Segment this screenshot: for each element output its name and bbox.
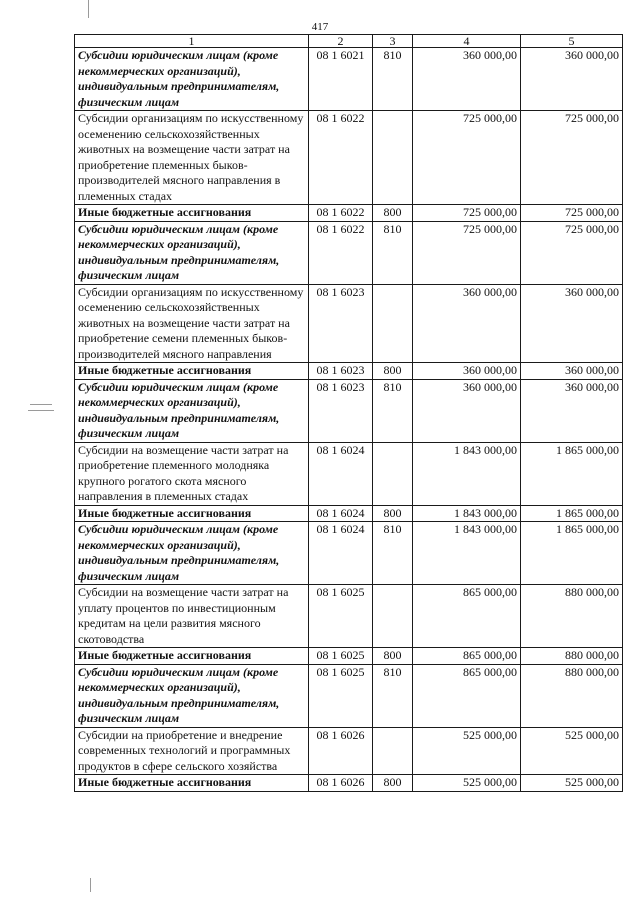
- page-number: 417: [311, 21, 329, 33]
- table-row: [75, 505, 623, 522]
- row-amount-2: 880 000,00: [521, 648, 623, 665]
- row-amount-2: 525 000,00: [521, 727, 623, 775]
- row-amount-2: 725 000,00: [521, 221, 623, 284]
- row-amount-1: 725 000,00: [413, 221, 521, 284]
- row-expense-type: 800: [373, 205, 413, 222]
- row-amount-2: 360 000,00: [521, 379, 623, 442]
- row-amount-2: 360 000,00: [521, 48, 623, 111]
- row-expense-type: 810: [373, 664, 413, 727]
- row-name: Субсидии организациям по искусственному осеменению сельскохозяйственных животных на возмещение части затрат на приобретение семени племенных быков-производителей мясного направления: [75, 284, 309, 363]
- row-target-code: 08 1 6022: [309, 221, 373, 284]
- row-expense-type: 810: [373, 221, 413, 284]
- row-expense-type: 810: [373, 48, 413, 111]
- row-target-code: 08 1 6023: [309, 379, 373, 442]
- row-name: Иные бюджетные ассигнования: [75, 363, 309, 380]
- table-body: [75, 48, 623, 792]
- row-name: Иные бюджетные ассигнования: [75, 505, 309, 522]
- row-name: Субсидии на приобретение и внедрение современных технологий и программных продуктов в сфере сельского хозяйства: [75, 727, 309, 775]
- row-expense-type: [373, 585, 413, 648]
- row-target-code: 08 1 6024: [309, 442, 373, 505]
- row-amount-1: 360 000,00: [413, 379, 521, 442]
- table-row: [75, 221, 623, 284]
- row-expense-type: [373, 284, 413, 363]
- row-amount-1: 360 000,00: [413, 284, 521, 363]
- row-name: Субсидии организациям по искусственному осеменению сельскохозяйственных животных на возмещение части затрат на приобретение племенных быков-производителей мясного направления в племенных стадах: [75, 111, 309, 205]
- budget-table: [74, 34, 623, 792]
- row-name: Иные бюджетные ассигнования: [75, 775, 309, 792]
- row-target-code: 08 1 6021: [309, 48, 373, 111]
- row-amount-1: 865 000,00: [413, 585, 521, 648]
- row-amount-2: 880 000,00: [521, 664, 623, 727]
- row-name: Субсидии юридическим лицам (кроме некоммерческих организаций), индивидуальным предпринимателям, физическим лицам: [75, 522, 309, 585]
- table-row: [75, 48, 623, 111]
- row-expense-type: 810: [373, 522, 413, 585]
- row-name: Субсидии юридическим лицам (кроме некоммерческих организаций), индивидуальным предпринимателям, физическим лицам: [75, 379, 309, 442]
- row-expense-type: 800: [373, 505, 413, 522]
- table-row: [75, 442, 623, 505]
- row-expense-type: 800: [373, 363, 413, 380]
- row-target-code: 08 1 6024: [309, 505, 373, 522]
- row-amount-2: 725 000,00: [521, 111, 623, 205]
- row-expense-type: [373, 442, 413, 505]
- table-row: [75, 664, 623, 727]
- row-name: Субсидии юридическим лицам (кроме некоммерческих организаций), индивидуальным предпринимателям, физическим лицам: [75, 664, 309, 727]
- row-amount-2: 1 865 000,00: [521, 522, 623, 585]
- row-expense-type: 810: [373, 379, 413, 442]
- row-amount-2: 360 000,00: [521, 363, 623, 380]
- row-amount-1: 725 000,00: [413, 111, 521, 205]
- row-amount-2: 880 000,00: [521, 585, 623, 648]
- table-row: [75, 775, 623, 792]
- row-amount-1: 525 000,00: [413, 727, 521, 775]
- row-target-code: 08 1 6026: [309, 727, 373, 775]
- row-name: Иные бюджетные ассигнования: [75, 648, 309, 665]
- table-row: [75, 363, 623, 380]
- table-row: [75, 522, 623, 585]
- table-row: [75, 727, 623, 775]
- row-name: Субсидии на возмещение части затрат на приобретение племенного молодняка крупного рогатого скота мясного направления в племенных стадах: [75, 442, 309, 505]
- row-target-code: 08 1 6023: [309, 284, 373, 363]
- row-name: Субсидии на возмещение части затрат на уплату процентов по инвестиционным кредитам на цели развития мясного скотоводства: [75, 585, 309, 648]
- row-amount-1: 865 000,00: [413, 664, 521, 727]
- row-name: Субсидии юридическим лицам (кроме некоммерческих организаций), индивидуальным предпринимателям, физическим лицам: [75, 48, 309, 111]
- row-target-code: 08 1 6022: [309, 205, 373, 222]
- table-row: [75, 284, 623, 363]
- row-target-code: 08 1 6025: [309, 664, 373, 727]
- row-expense-type: 800: [373, 775, 413, 792]
- column-header-amount-2: 5: [521, 35, 623, 48]
- row-name: Иные бюджетные ассигнования: [75, 205, 309, 222]
- row-amount-1: 1 843 000,00: [413, 505, 521, 522]
- row-expense-type: [373, 111, 413, 205]
- row-amount-1: 525 000,00: [413, 775, 521, 792]
- scan-mark: [88, 0, 89, 18]
- row-amount-2: 725 000,00: [521, 205, 623, 222]
- scan-mark: [30, 404, 52, 405]
- table-row: [75, 205, 623, 222]
- table-row: [75, 585, 623, 648]
- row-amount-1: 865 000,00: [413, 648, 521, 665]
- row-target-code: 08 1 6025: [309, 648, 373, 665]
- table-row: [75, 111, 623, 205]
- row-amount-2: 1 865 000,00: [521, 505, 623, 522]
- row-amount-1: 360 000,00: [413, 48, 521, 111]
- row-expense-type: 800: [373, 648, 413, 665]
- row-expense-type: [373, 727, 413, 775]
- row-amount-2: 360 000,00: [521, 284, 623, 363]
- row-amount-2: 525 000,00: [521, 775, 623, 792]
- scan-mark: [90, 878, 91, 892]
- column-header-type: 3: [373, 35, 413, 48]
- row-target-code: 08 1 6024: [309, 522, 373, 585]
- table-header-row: [75, 35, 623, 48]
- scan-mark: [28, 410, 54, 411]
- row-amount-1: 1 843 000,00: [413, 442, 521, 505]
- column-header-name: 1: [75, 35, 309, 48]
- row-target-code: 08 1 6026: [309, 775, 373, 792]
- row-target-code: 08 1 6022: [309, 111, 373, 205]
- row-target-code: 08 1 6023: [309, 363, 373, 380]
- table-row: [75, 648, 623, 665]
- row-amount-2: 1 865 000,00: [521, 442, 623, 505]
- row-amount-1: 360 000,00: [413, 363, 521, 380]
- row-name: Субсидии юридическим лицам (кроме некоммерческих организаций), индивидуальным предпринимателям, физическим лицам: [75, 221, 309, 284]
- column-header-amount-1: 4: [413, 35, 521, 48]
- row-target-code: 08 1 6025: [309, 585, 373, 648]
- table-row: [75, 379, 623, 442]
- row-amount-1: 725 000,00: [413, 205, 521, 222]
- row-amount-1: 1 843 000,00: [413, 522, 521, 585]
- column-header-code: 2: [309, 35, 373, 48]
